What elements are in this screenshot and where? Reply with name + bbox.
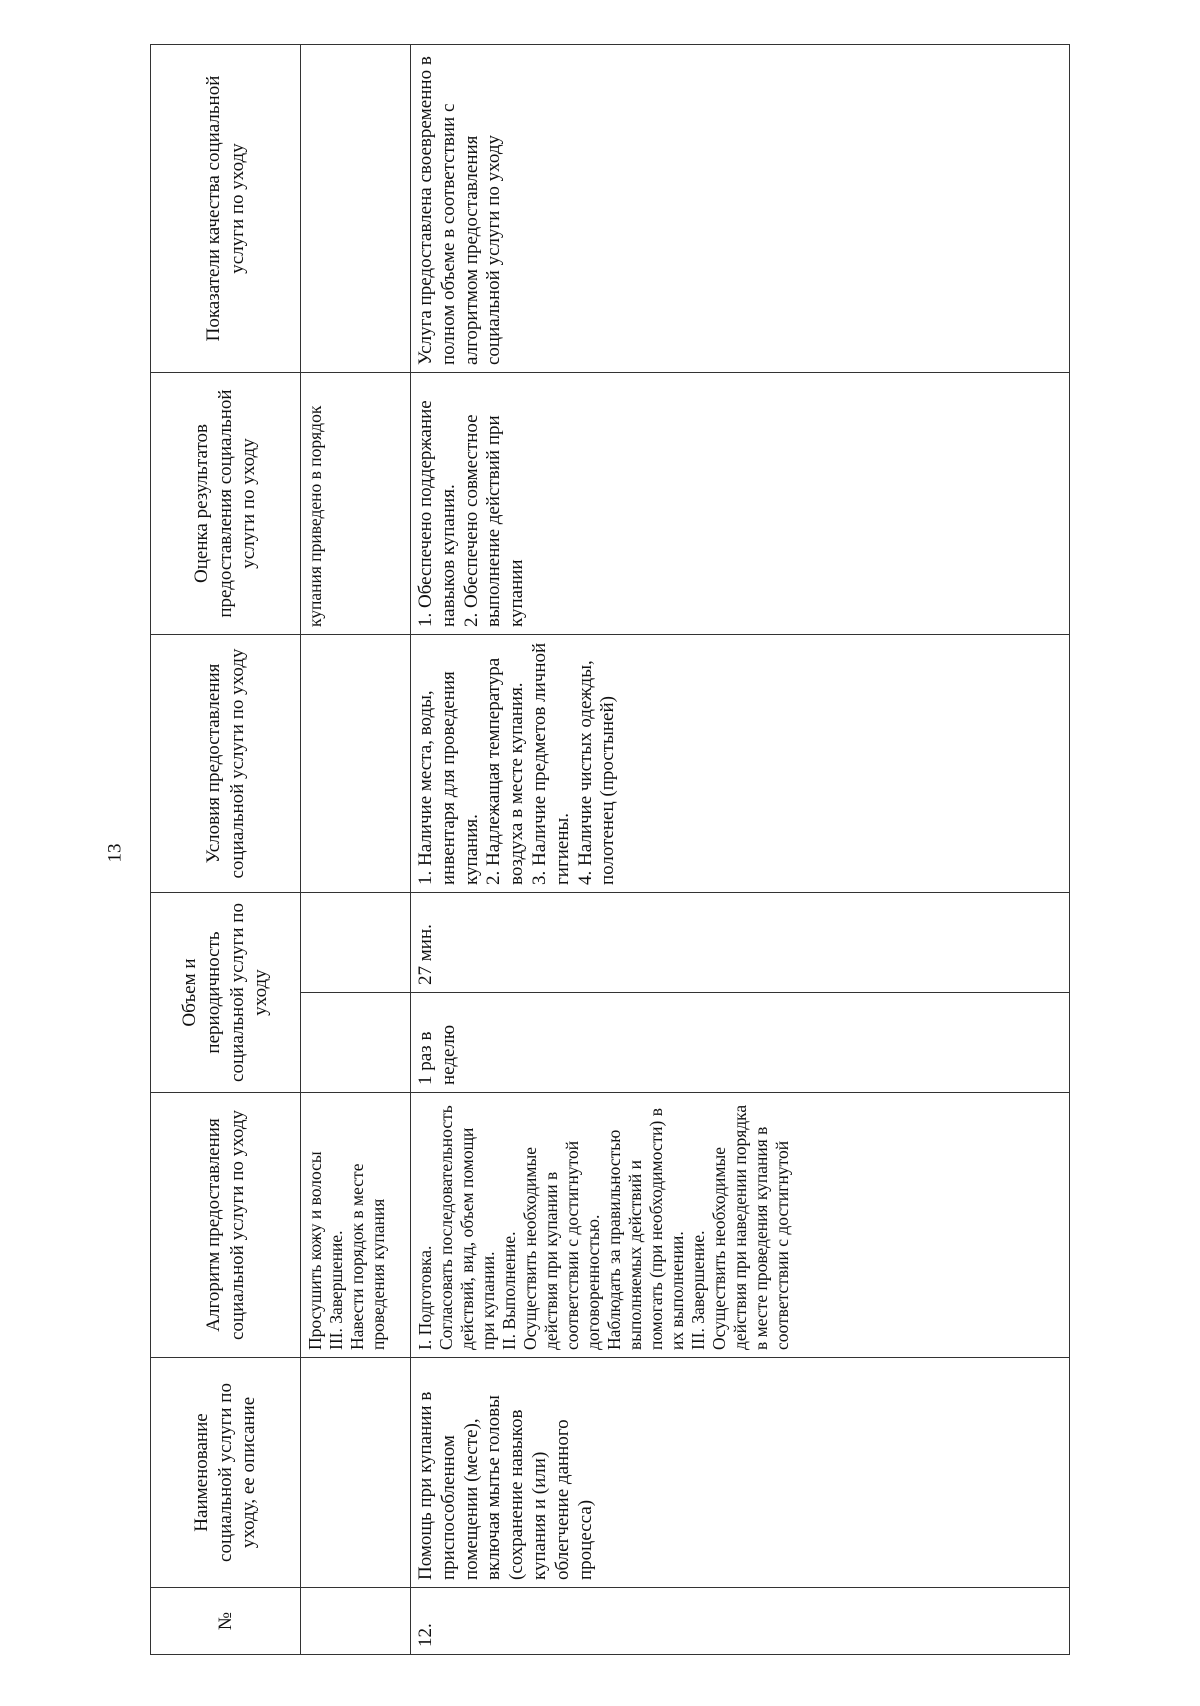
- cont-periodicity-cell: [301, 993, 411, 1093]
- cont-time-cell: [301, 893, 411, 993]
- cont-algorithm-cell: [301, 1093, 411, 1358]
- service-algorithm-cell: [411, 1093, 1070, 1358]
- algorithm-step: I. Подготовка.: [415, 1245, 435, 1350]
- cont-algorithm-line: Просушить кожу и волосы: [305, 1151, 325, 1350]
- evaluation-item: 2. Обеспечено совместное выполнение действий при купании: [460, 414, 528, 627]
- cont-conditions-cell: [301, 635, 411, 893]
- header-volume: Объем и периодичность социальной услуги по уходу: [151, 893, 301, 1093]
- algorithm-step: III. Завершение.: [688, 1230, 708, 1350]
- cont-evaluation-cell: купания приведено в порядок: [301, 373, 411, 635]
- service-time: 27 мин.: [411, 893, 1070, 993]
- cont-algorithm-line: Навести порядок в месте проведения купания: [347, 1163, 388, 1350]
- cont-quality-cell: [301, 45, 411, 373]
- service-table: [150, 44, 1070, 1655]
- header-algorithm: Алгоритм предоставления социальной услуги по уходу: [151, 1093, 301, 1358]
- condition-item: 1. Наличие места, воды, инвентаря для проведения купания.: [415, 671, 482, 885]
- algorithm-step: Осуществить необходимые действия при наведении порядка в месте проведения купания в соответствии с достигнутой: [709, 1104, 792, 1350]
- service-quality: Услуга предоставлена своевременно в полном объеме в соответствии с алгоритмом предоставления социальной услуги по уходу: [411, 45, 1070, 373]
- header-num: №: [151, 1588, 301, 1655]
- evaluation-item: 1. Обеспечено поддержание навыков купания.: [415, 400, 459, 627]
- header-conditions: Условия предоставления социальной услуги по уходу: [151, 635, 301, 893]
- header-evaluation: Оценка результатов предоставления социальной услуги по уходу: [151, 373, 301, 635]
- continuation-row: [301, 45, 411, 1655]
- header-row: [151, 45, 301, 1655]
- condition-item: 2. Надлежащая температура воздуха в месте купания.: [483, 657, 528, 885]
- service-name: Помощь при купании в приспособленном помещении (месте), включая мытье головы (сохранение навыков купания и (или) облегчение данного процесса): [411, 1358, 1070, 1588]
- cont-name-cell: [301, 1358, 411, 1588]
- service-num: 12.: [411, 1588, 1070, 1655]
- condition-item: 3. Наличие предметов личной гигиены.: [528, 642, 573, 885]
- service-periodicity: 1 раз в неделю: [411, 993, 1070, 1093]
- cont-num-cell: [301, 1588, 411, 1655]
- header-quality: Показатели качества социальной услуги по уходу: [151, 45, 301, 373]
- service-evaluation-cell: [411, 373, 1070, 635]
- algorithm-step: Согласовать последовательность действий, вид, объем помощи при купании.: [436, 1105, 498, 1350]
- condition-item: 4. Наличие чистых одежды, полотенец (простыней): [574, 660, 619, 885]
- header-name: Наименование социальной услуги по уходу, ее описание: [151, 1358, 301, 1588]
- service-conditions-cell: [411, 635, 1070, 893]
- service-row: [411, 45, 1070, 1655]
- algorithm-step: II. Выполнение.: [499, 1231, 519, 1350]
- cont-algorithm-line: III. Завершение.: [326, 1230, 346, 1350]
- algorithm-step: Осуществить необходимые действия при купании в соответствии с достигнутой договоренностью.: [520, 1140, 603, 1350]
- page-number: 13: [104, 843, 126, 863]
- rotated-table-wrapper: [150, 45, 1070, 1655]
- algorithm-step: Наблюдать за правильностью выполняемых действий и помогать (при необходимости) в их выполнении.: [604, 1107, 687, 1350]
